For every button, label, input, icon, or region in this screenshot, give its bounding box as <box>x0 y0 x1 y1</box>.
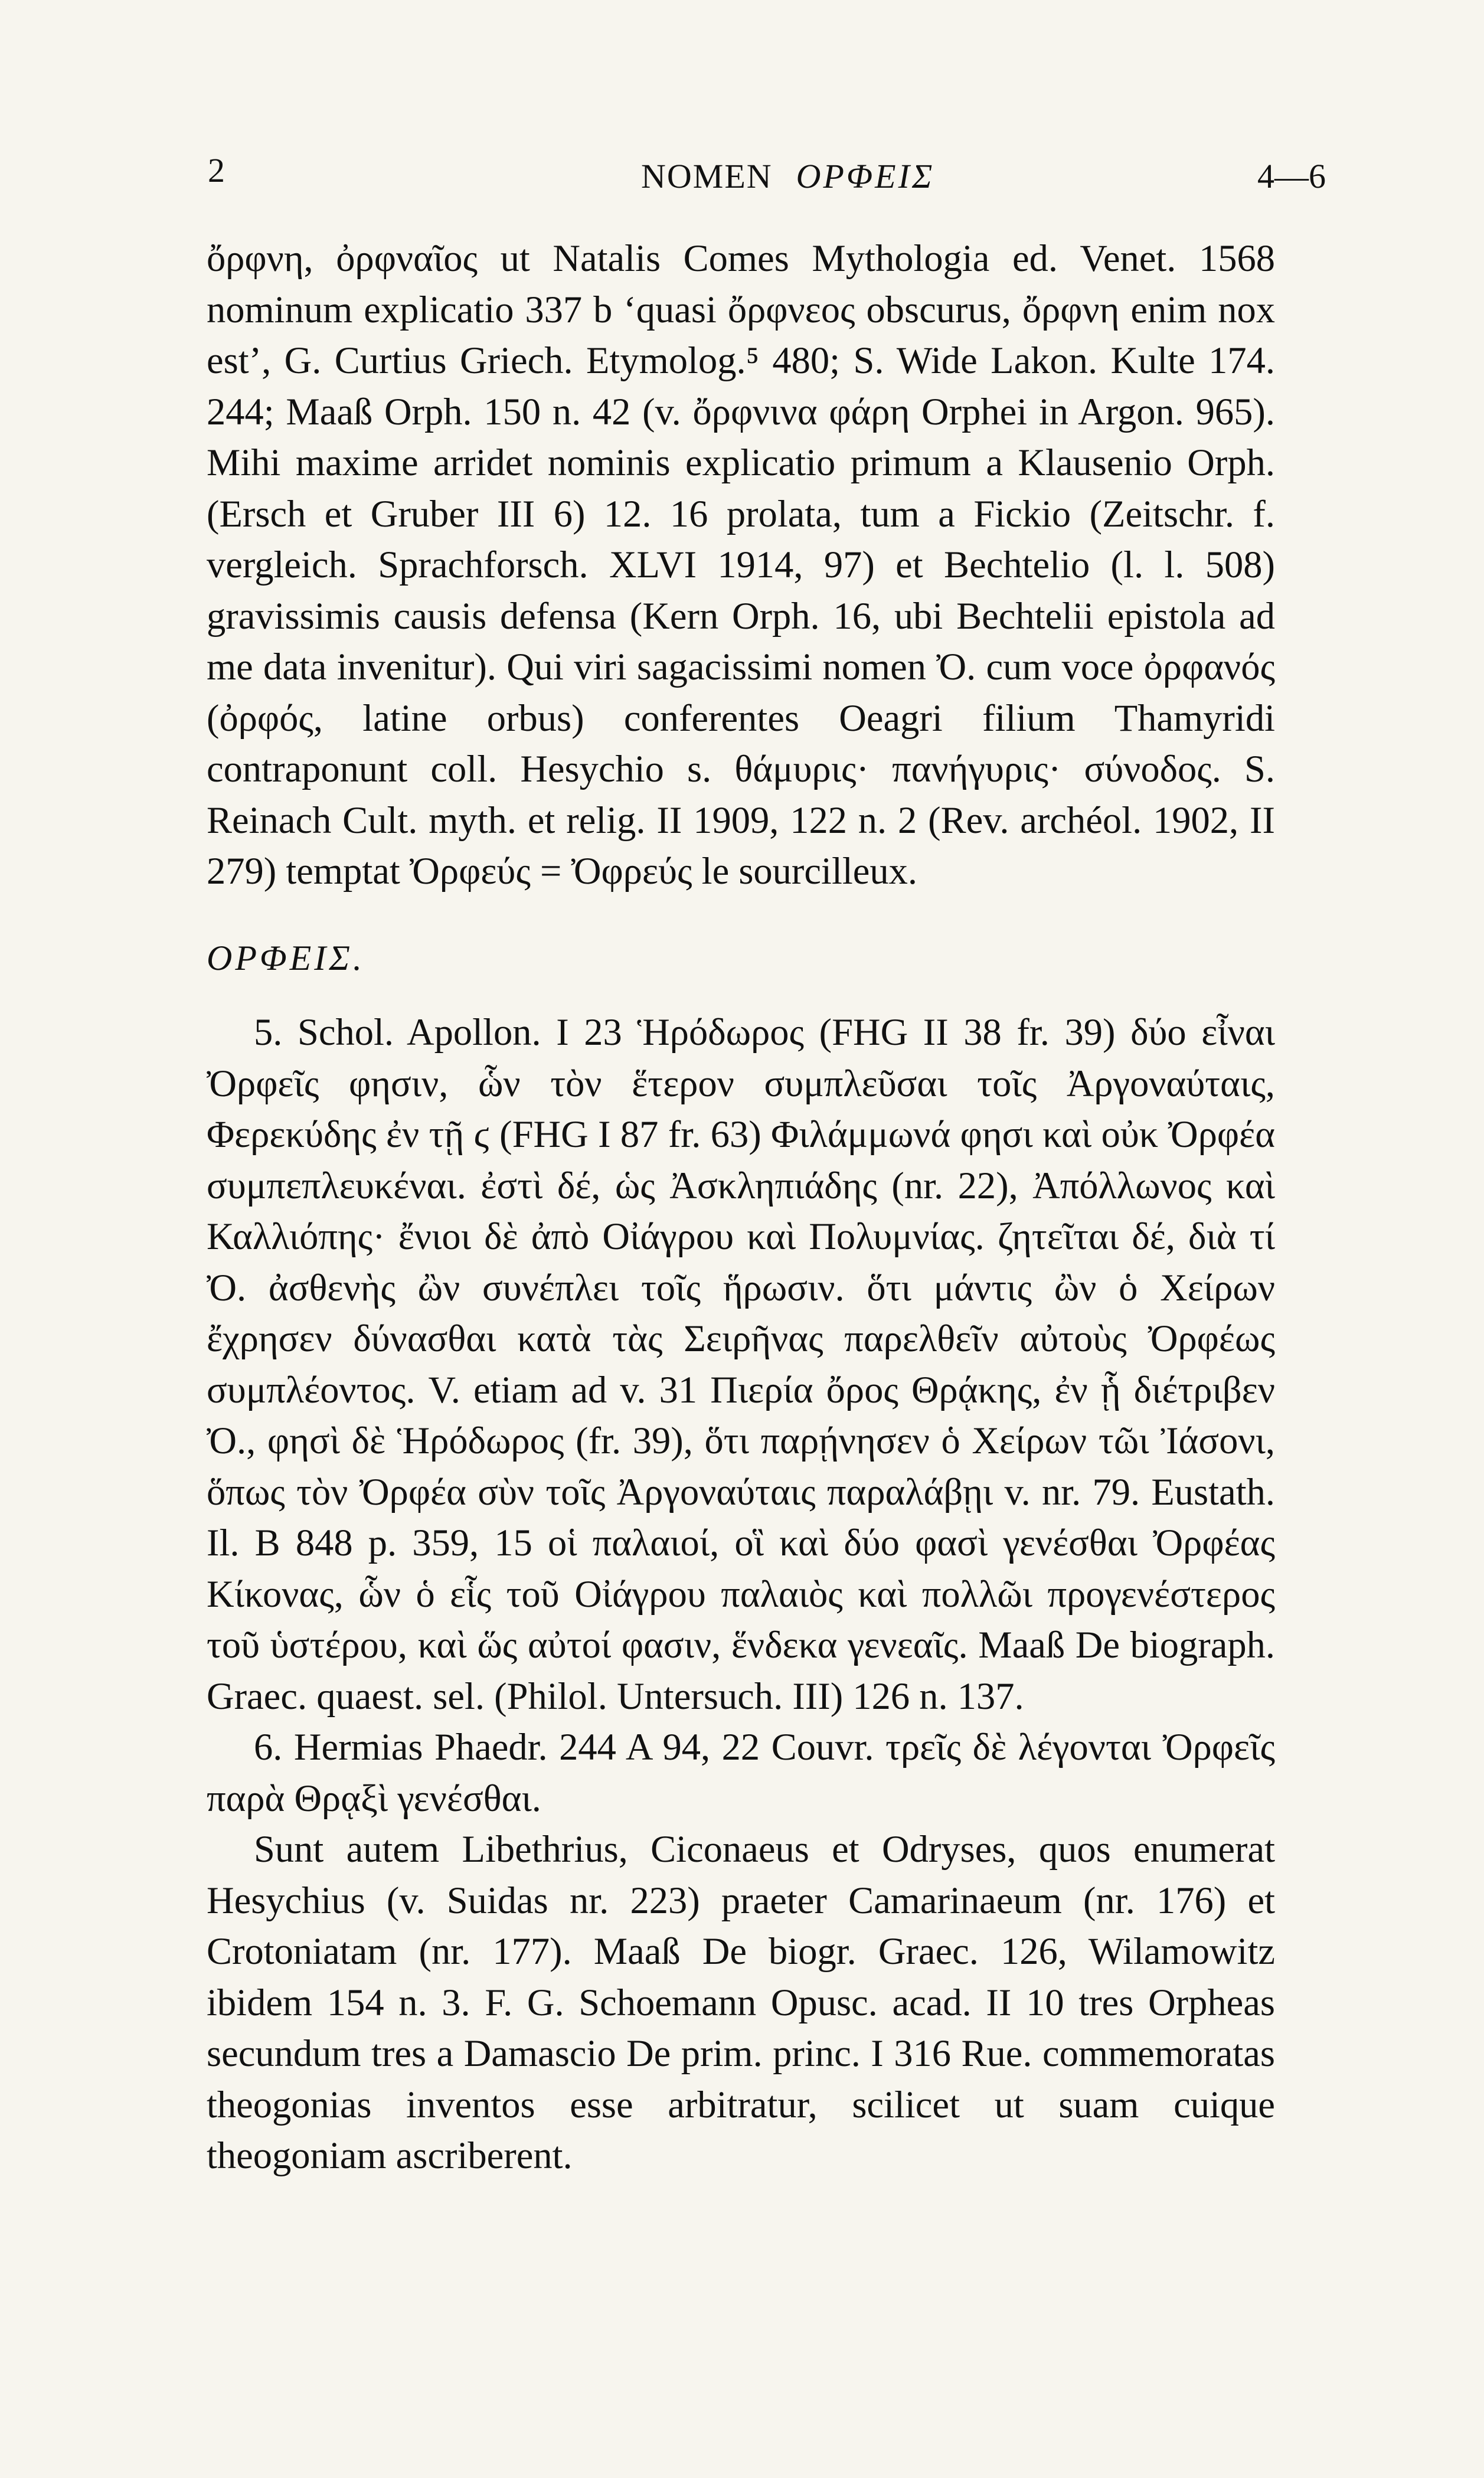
page-body <box>207 233 1275 2182</box>
header-title <box>641 156 934 196</box>
paragraph-etymology: ὄρφνη, ὀρφναῖος ut Natalis Comes Mythologia ed. Venet. 1568 nominum explicatio 337 b ‘quasi ὄρφνεος obscurus, ὄρφνη enim nox est’, G. Curtius Griech. Etymolog.⁵ 480; S. Wide Lakon. Kulte 174. 244; Maaß Orph. 150 n. 42 (v. ὄρφνινα φάρη Orphei in Argon. 965). Mihi maxime arridet nominis explicatio primum a Klausenio Orph. (Ersch et Gruber III 6) 12. 16 prolata, tum a Fickio (Zeitschr. f. vergleich. Sprachforsch. XLVI 1914, 97) et Bechtelio (l. l. 508) gravissimis causis defensa (Kern Orph. 16, ubi Bechtelii epistola ad me data invenitur). Qui viri sagacissimi nomen Ὀ. cum voce ὀρφανός (ὀρφός, latine orbus) conferentes Oeagri filium Thamyridi contraponunt coll. Hesychio s. θάμυρις· πανήγυρις· σύνοδος. S. Reinach Cult. myth. et relig. II 1909, 122 n. 2 (Rev. archéol. 1902, II 279) temptat Ὀρφεύς = Ὀφρεύς le sourcilleux. <box>207 237 1275 892</box>
entry-6: 6. Hermias Phaedr. 244 A 94, 22 Couvr. τρεῖς δὲ λέγονται Ὀρφεῖς παρὰ Θρᾳξὶ γενέσθαι. <box>207 1726 1275 1819</box>
header-title-latin: NOMEN <box>641 157 773 195</box>
entry-5: 5. Schol. Apollon. I 23 Ἡρόδωρος (FHG II 38 fr. 39) δύο εἶναι Ὀρφεῖς φησιν, ὧν τὸν ἕτερον συμπλεῦσαι τοῖς Ἀργοναύταις, Φερεκύδης ἐν τῇ ϛ (FHG I 87 fr. 63) Φιλάμμωνά φησι καὶ οὐκ Ὀρφέα συμπεπλευκέναι. ἐστὶ δέ, ὡς Ἀσκληπιάδης (nr. 22), Ἀπόλλωνος καὶ Καλλιόπης· ἔνιοι δὲ ἀπὸ Οἰάγρου καὶ Πολυμνίας. ζητεῖται δέ, διὰ τί Ὀ. ἀσθενὴς ὢν συνέπλει τοῖς ἥρωσιν. ὅτι μάντις ὢν ὁ Χείρων ἔχρησεν δύνασθαι κατὰ τὰς Σειρῆνας παρελθεῖν αὐτοὺς Ὀρφέως συμπλέοντος. V. etiam ad v. 31 Πιερία ὄρος Θρᾴκης, ἐν ᾗ διέτριβεν Ὀ., φησὶ δὲ Ἡρόδωρος (fr. 39), ὅτι παρῄνησεν ὁ Χείρων τῶι Ἰάσονι, ὅπως τὸν Ὀρφέα σὺν τοῖς Ἀργοναύταις παραλάβῃι v. nr. 79. Eustath. Il. B 848 p. 359, 15 οἱ παλαιοί, οἳ καὶ δύο φασὶ γενέσθαι Ὀρφέας Κίκονας, ὧν ὁ εἷς τοῦ Οἰάγρου παλαιὸς καὶ πολλῶι προγενέστερος τοῦ ὑστέρου, καὶ ὥς αὐτοί φασιν, ἕνδεκα γενεαῖς. Maaß De biograph. Graec. quaest. sel. (Philol. Untersuch. III) 126 n. 137. <box>207 1011 1275 1717</box>
running-header <box>0 151 1484 215</box>
header-range: 4—6 <box>1257 157 1326 195</box>
section-heading: ΟΡΦΕΙΣ. <box>207 938 365 978</box>
page-number: 2 <box>208 151 225 189</box>
header-title-greek: ΟΡΦΕΙΣ <box>796 157 935 195</box>
entry-6-commentary: Sunt autem Libethrius, Ciconaeus et Odryses, quos enumerat Hesychius (v. Suidas nr. 223) praeter Camarinaeum (nr. 176) et Crotoniatam (nr. 177). Maaß De biogr. Graec. 126, Wilamowitz ibidem 154 n. 3. F. G. Schoemann Opusc. acad. II 10 tres Orpheas secundum tres a Damascio De prim. princ. I 316 Rue. commemoratas theogonias inventos esse arbitratur, scilicet ut suam cuique theogoniam ascriberent. <box>207 1828 1275 2176</box>
